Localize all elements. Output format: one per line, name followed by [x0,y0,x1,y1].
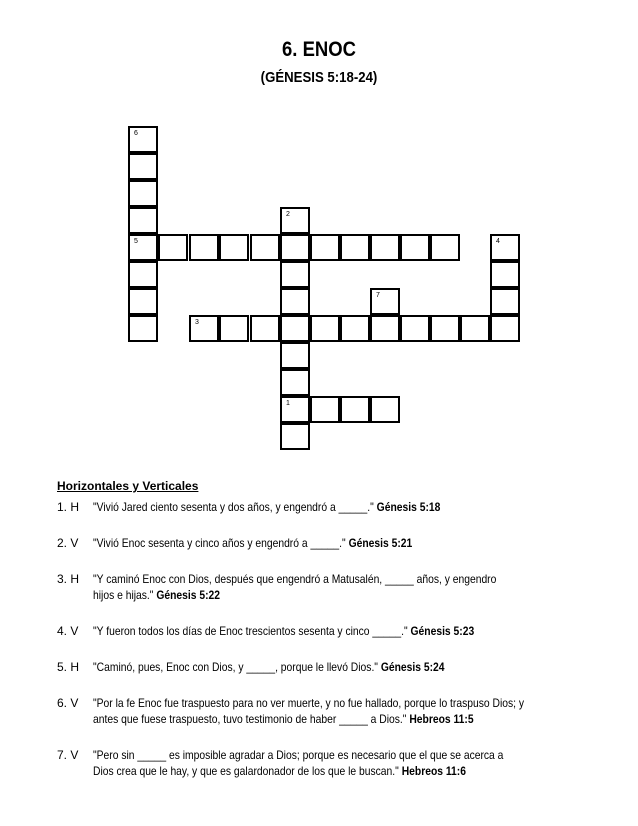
grid-cell[interactable] [250,315,280,342]
grid-cell[interactable] [280,396,310,423]
clue-label: 7. V [57,748,79,762]
clue-text: "Por la fe Enoc fue traspuesto para no ver muerte, y no fue hallado, porque lo traspuso Dios; y [93,696,525,710]
clue-label: 5. H [57,660,80,674]
clue-number: 2 [286,211,290,218]
clue-number: 1 [286,400,290,407]
clue-item [57,623,617,639]
clue-number: 6 [134,130,138,137]
clue-reference: Génesis 5:22 [156,588,221,602]
grid-cell[interactable] [280,342,310,369]
clue-item [57,659,617,675]
clue-text: antes que fuese traspuesto, tuvo testimonio de haber _____ a Dios." [93,712,407,726]
grid-cell[interactable] [370,396,400,423]
grid-cell[interactable] [310,234,340,261]
grid-cell[interactable] [430,315,460,342]
grid-cell[interactable] [128,153,158,180]
grid-cell[interactable] [340,315,370,342]
grid-cell[interactable] [128,315,158,342]
page-subtitle: (GÉNESIS 5:18-24) [260,69,378,86]
grid-cell[interactable] [280,369,310,396]
grid-cell[interactable] [128,207,158,234]
clue-list [57,478,617,779]
clue-text: Dios crea que le hay, y que es galardonador de los que le buscan." [93,764,399,778]
grid-cell[interactable] [128,234,158,261]
grid-cell[interactable] [280,261,310,288]
grid-cell[interactable] [460,315,490,342]
clue-reference: Génesis 5:24 [380,660,445,674]
clue-reference: Hebreos 11:5 [409,712,474,726]
clue-label: 2. V [57,536,79,550]
grid-cell[interactable] [370,288,400,315]
clue-heading: Horizontales y Verticales [57,479,199,493]
grid-cell[interactable] [280,288,310,315]
grid-cell[interactable] [370,234,400,261]
grid-cell[interactable] [250,234,280,261]
grid-cell[interactable] [310,396,340,423]
grid-cell[interactable] [280,234,310,261]
clue-text: "Y fueron todos los días de Enoc trescientos sesenta y cinco _____." [93,624,408,638]
clue-reference: Génesis 5:18 [376,500,441,514]
grid-cell[interactable] [219,234,249,261]
clue-text: "Pero sin _____ es imposible agradar a Dios; porque es necesario que el que se acerca a [93,748,504,762]
grid-cell[interactable] [219,315,249,342]
grid-cell[interactable] [128,288,158,315]
clue-item [57,571,617,603]
clue-number: 5 [134,238,138,245]
clue-number: 3 [195,319,199,326]
page-title: 6. ENOC [282,38,356,61]
grid-cell[interactable] [128,180,158,207]
grid-cell[interactable] [280,315,310,342]
clue-text: "Y caminó Enoc con Dios, después que engendró a Matusalén, _____ años, y engendro [93,572,497,586]
grid-cell[interactable] [370,315,400,342]
clue-reference: Hebreos 11:6 [401,764,466,778]
grid-cell[interactable] [158,234,188,261]
grid-cell[interactable] [310,315,340,342]
grid-cell[interactable] [490,234,520,261]
clue-number: 4 [496,238,500,245]
clue-text: "Vivió Enoc sesenta y cinco años y engendró a _____." [93,536,346,550]
grid-cell[interactable] [490,315,520,342]
clue-label: 3. H [57,572,80,586]
grid-cell[interactable] [400,234,430,261]
grid-cell[interactable] [430,234,460,261]
clue-text: "Vivió Jared ciento sesenta y dos años, y engendró a _____." [93,500,374,514]
grid-cell[interactable] [340,396,370,423]
clue-label: 1. H [57,500,80,514]
clue-text: hijos e hijas." [93,588,154,602]
clue-item [57,535,617,551]
clue-number: 7 [376,292,380,299]
clue-item [57,695,617,727]
grid-cell[interactable] [400,315,430,342]
grid-cell[interactable] [128,261,158,288]
clue-item [57,747,617,779]
grid-cell[interactable] [280,423,310,450]
clue-reference: Génesis 5:23 [410,624,475,638]
grid-cell[interactable] [189,234,219,261]
clue-label: 4. V [57,624,79,638]
grid-cell[interactable] [490,261,520,288]
grid-cell[interactable] [280,207,310,234]
clue-reference: Génesis 5:21 [348,536,413,550]
grid-cell[interactable] [189,315,219,342]
grid-cell[interactable] [340,234,370,261]
clue-item [57,499,617,515]
grid-cell[interactable] [490,288,520,315]
clue-text: "Caminó, pues, Enoc con Dios, y _____, porque le llevó Dios." [93,660,378,674]
grid-cell[interactable] [128,126,158,153]
clue-label: 6. V [57,696,79,710]
